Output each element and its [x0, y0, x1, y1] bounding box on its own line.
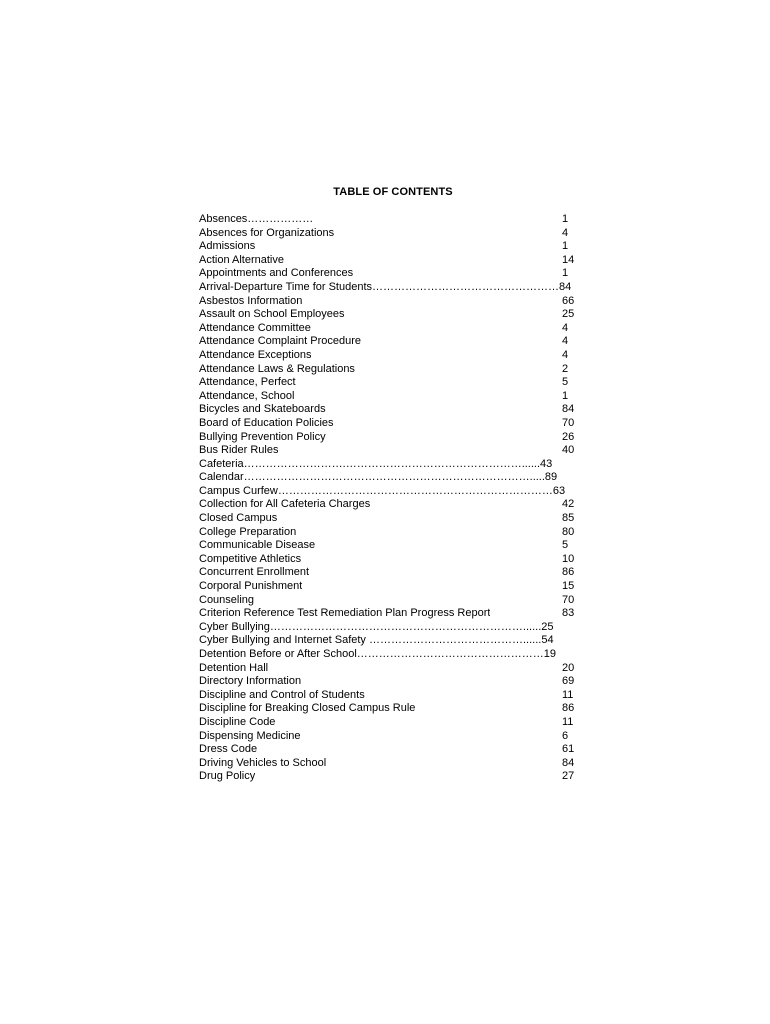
toc-page-number: 1: [562, 267, 569, 280]
toc-page-number: 4: [562, 226, 569, 239]
toc-page-number: 66: [562, 294, 575, 307]
toc-row: [199, 702, 575, 716]
toc-list: [199, 213, 575, 784]
toc-row: [199, 444, 575, 458]
toc-entry-text: Driving Vehicles to School: [199, 756, 327, 769]
toc-page-number: 25: [562, 308, 575, 321]
toc-page-number: 5: [562, 539, 569, 552]
toc-page-number: 1: [562, 240, 569, 253]
toc-entry-text: Attendance, Perfect: [199, 376, 296, 389]
toc-page-number: 69: [562, 675, 575, 688]
toc-page-number: 70: [562, 416, 575, 429]
toc-row: [199, 539, 575, 553]
toc-row: [199, 349, 575, 363]
toc-entry-text: Criterion Reference Test Remediation Plan Progress Report: [199, 607, 491, 620]
toc-row: [199, 254, 575, 268]
toc-row: [199, 689, 575, 703]
toc-row: [199, 770, 575, 784]
toc-row: [199, 526, 575, 540]
toc-page-number: 11: [562, 715, 574, 728]
toc-page-number: 10: [562, 552, 575, 565]
toc-page-number: 15: [562, 580, 575, 593]
toc-entry-text: Asbestos Information: [199, 294, 303, 307]
toc-row: [199, 281, 575, 295]
toc-entry-text: College Preparation: [199, 525, 297, 538]
toc-entry-text: Assault on School Employees: [199, 308, 345, 321]
toc-page-number: 1: [562, 213, 569, 225]
toc-row: [199, 471, 575, 485]
toc-entry-text: Cyber Bullying and Internet Safety ……………………………………......54: [199, 634, 554, 647]
toc-row: [199, 431, 575, 445]
toc-row: [199, 403, 575, 417]
toc-page-number: 70: [562, 593, 575, 606]
toc-entry-text: Action Alternative: [199, 253, 284, 266]
toc-row: [199, 498, 575, 512]
toc-entry-text: Communicable Disease: [199, 539, 316, 552]
toc-entry-text: Absences………………: [199, 213, 314, 225]
toc-entry-text: Directory Information: [199, 675, 302, 688]
toc-entry-text: Attendance Committee: [199, 321, 311, 334]
toc-row: [199, 322, 575, 336]
toc-page-number: 86: [562, 566, 575, 579]
toc-entry-text: Drug Policy: [199, 770, 256, 783]
toc-page-number: 4: [562, 335, 569, 348]
toc-row: [199, 757, 575, 771]
toc-row: [199, 730, 575, 744]
toc-entry-text: Dispensing Medicine: [199, 729, 301, 742]
toc-entry-text: Calendar…………………………………………………………………….....89: [199, 471, 558, 484]
toc-entry-text: Discipline Code: [199, 715, 276, 728]
toc-page-number: 1: [562, 389, 569, 402]
toc-entry-text: Attendance Exceptions: [199, 348, 312, 361]
toc-row: [199, 634, 575, 648]
toc-page-number: 42: [562, 498, 575, 511]
toc-page-number: 5: [562, 376, 569, 389]
toc-entry-text: Bullying Prevention Policy: [199, 430, 326, 443]
toc-row: [199, 458, 575, 472]
toc-row: [199, 607, 575, 621]
toc-page-number: 26: [562, 430, 575, 443]
toc-entry-text: Cyber Bullying……………………………………………………………......25: [199, 620, 554, 633]
toc-row: [199, 335, 575, 349]
toc-row: [199, 675, 575, 689]
toc-row: [199, 485, 575, 499]
toc-page-number: 2: [562, 362, 569, 375]
toc-row: [199, 240, 575, 254]
toc-entry-text: Cafeteria……………………….…………………………………………......43: [199, 457, 553, 470]
toc-entry-text: Arrival-Departure Time for Students……………………………………………84: [199, 280, 572, 293]
toc-row: [199, 417, 575, 431]
toc-entry-text: Board of Education Policies: [199, 416, 334, 429]
toc-page-number: 84: [562, 756, 575, 769]
toc-page-number: 84: [562, 403, 575, 416]
toc-row: [199, 662, 575, 676]
toc-entry-text: Absences for Organizations: [199, 226, 335, 239]
toc-entry-text: Admissions: [199, 240, 256, 253]
toc-row: [199, 512, 575, 526]
toc-entry-text: Discipline and Control of Students: [199, 688, 365, 701]
toc-row: [199, 553, 575, 567]
toc-entry-text: Counseling: [199, 593, 255, 606]
toc-entry-text: Bicycles and Skateboards: [199, 403, 326, 416]
toc-page-number: 40: [562, 444, 575, 457]
toc-entry-text: Concurrent Enrollment: [199, 566, 310, 579]
toc-page-number: 20: [562, 661, 575, 674]
toc-entry-text: Dress Code: [199, 743, 258, 756]
toc-row: [199, 648, 575, 662]
toc-page-number: 4: [562, 321, 569, 334]
toc-row: [199, 594, 575, 608]
toc-row: [199, 213, 575, 227]
toc-row: [199, 566, 575, 580]
toc-page-number: 11: [562, 688, 574, 701]
toc-row: [199, 580, 575, 594]
toc-page-number: 61: [562, 743, 575, 756]
toc-row: [199, 376, 575, 390]
toc-entry-text: Attendance Laws & Regulations: [199, 362, 355, 375]
toc-entry-text: Detention Hall: [199, 661, 269, 674]
toc-entry-text: Detention Before or After School……………………………………………19: [199, 648, 556, 660]
toc-entry-text: Bus Rider Rules: [199, 444, 279, 457]
toc-entry-text: Appointments and Conferences: [199, 267, 354, 280]
toc-row: [199, 227, 575, 241]
toc-entry-text: Attendance, School: [199, 389, 295, 402]
toc-entry-text: Collection for All Cafeteria Charges: [199, 498, 371, 511]
toc-entry-text: Corporal Punishment: [199, 580, 303, 593]
toc-page-number: 4: [562, 348, 569, 361]
toc-row: [199, 716, 575, 730]
toc-entry-text: Competitive Athletics: [199, 552, 302, 565]
toc-row: [199, 390, 575, 404]
toc-page-number: 85: [562, 512, 575, 525]
toc-row: [199, 743, 575, 757]
toc-row: [199, 295, 575, 309]
toc-page-number: 14: [562, 253, 575, 266]
toc-entry-text: Closed Campus: [199, 512, 278, 525]
toc-title: TABLE OF CONTENTS: [333, 186, 453, 198]
toc-entry-text: Campus Curfew…………………………………………………………………63: [199, 484, 566, 497]
toc-row: [199, 363, 575, 377]
toc-row: [199, 267, 575, 281]
toc-row: [199, 621, 575, 635]
toc-page-number: 83: [562, 607, 575, 620]
toc-page-number: 86: [562, 702, 575, 715]
toc-page-number: 27: [562, 770, 575, 783]
toc-entry-text: Discipline for Breaking Closed Campus Rule: [199, 702, 416, 715]
toc-page-number: 6: [562, 729, 569, 742]
toc-page-number: 80: [562, 525, 575, 538]
toc-row: [199, 308, 575, 322]
toc-entry-text: Attendance Complaint Procedure: [199, 335, 362, 348]
